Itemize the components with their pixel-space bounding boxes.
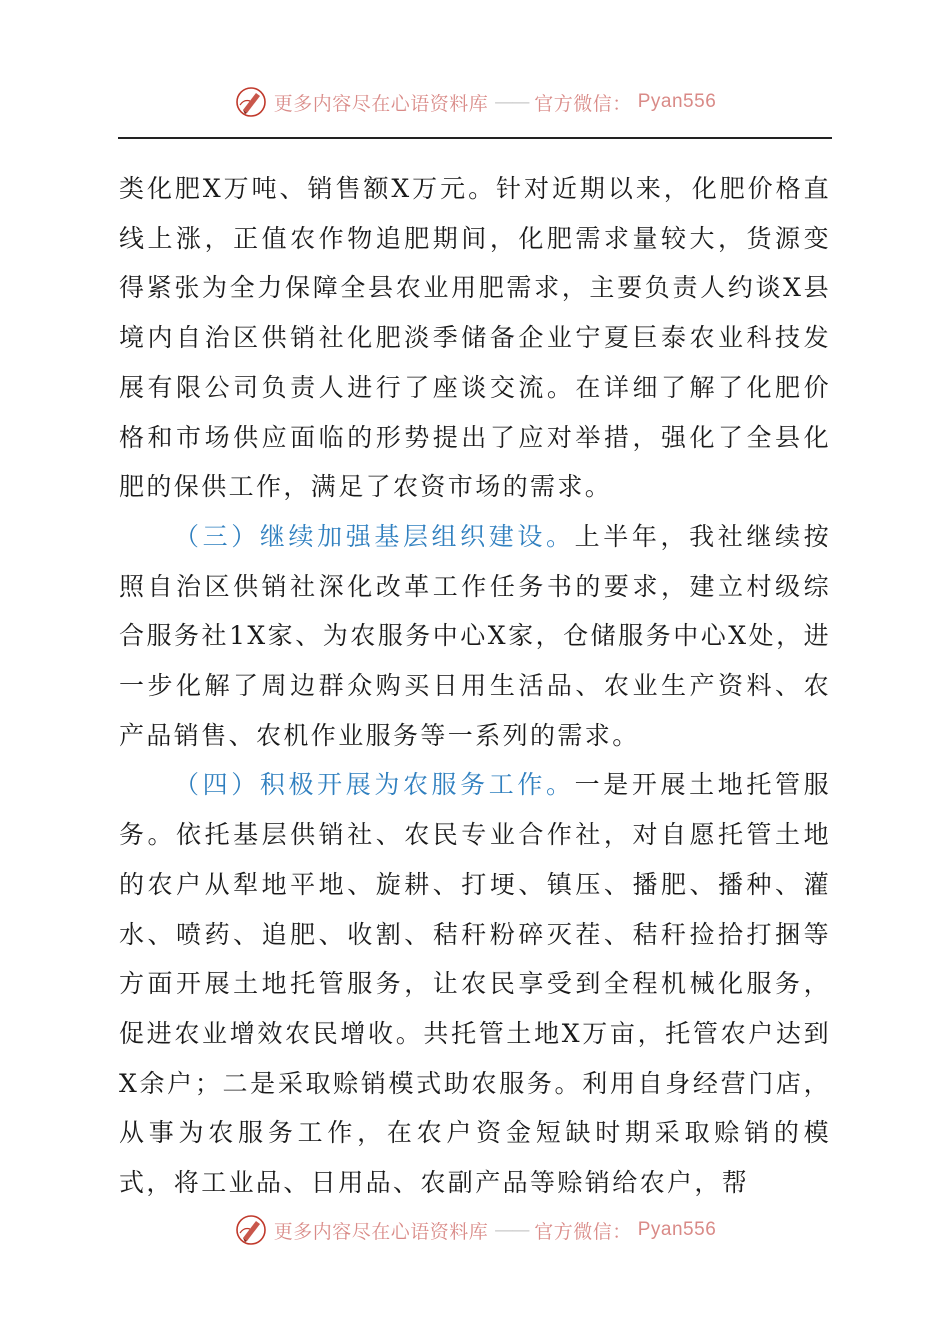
section-heading-4: （四）积极开展为农服务工作。 xyxy=(174,770,575,800)
banner-wechat-label: 官方微信： xyxy=(534,92,632,115)
banner-wechat-id: Pyan556 xyxy=(637,91,717,112)
paragraph-2 xyxy=(119,512,831,761)
paragraph-1-text: 类化肥X万吨、销售额X万元。针对近期以来，化肥价格直线上涨，正值农作物追肥期间，化肥需求量较大，货源变得紧张为全力保障全县农业用肥需求，主要负责人约谈X县境内自治区供销社化肥淡季储备企业宁夏巨泰农业科技发展有限公司负责人进行了座谈交流。在详细了解了化肥价格和市场供应面临的形势提出了应对举措，强化了全县化肥的保供工作，满足了农资市场的需求。 xyxy=(119,174,831,502)
pen-logo-icon xyxy=(234,85,268,119)
banner-wechat-id: Pyan556 xyxy=(637,1219,717,1240)
paragraph-3-text: 一是开展土地托管服务。依托基层供销社、农民专业合作社，对自愿托管土地的农户从犁地平地、旋耕、打埂、镇压、播肥、播种、灌水、喷药、追肥、收割、秸秆粉碎灭茬、秸秆捡拾打捆等方面开展土地托管服务，让农民享受到全程机械化服务，促进农业增效农民增收。共托管土地X万亩，托管农户达到X余户；二是采取赊销模式助农服务。利用自身经营门店，从事为农服务工作，在农户资金短缺时期采取赊销的模式，将工业品、日用品、农副产品等赊销给农户，帮 xyxy=(119,770,831,1198)
footer-banner xyxy=(0,1208,950,1252)
section-heading-3: （三）继续加强基层组织建设。 xyxy=(174,521,575,551)
paragraph-2-text: 上半年，我社继续按照自治区供销社深化改革工作任务书的要求，建立村级综合服务社1X家、为农服务中心X家，仓储服务中心X处，进一步化解了周边群众购买日用生活品、农业生产资料、农产品销售、农机作业服务等一系列的需求。 xyxy=(119,521,831,750)
header-rule xyxy=(118,137,832,139)
header-banner xyxy=(0,80,950,124)
paragraph-1 xyxy=(119,164,831,512)
banner-separator: —— xyxy=(494,1219,529,1241)
document-body xyxy=(119,164,831,1208)
banner-text: 更多内容尽在心语资料库 xyxy=(273,1220,489,1243)
banner-wechat-label: 官方微信： xyxy=(534,1220,632,1243)
banner-separator: —— xyxy=(494,91,529,113)
paragraph-3 xyxy=(119,760,831,1207)
pen-logo-icon xyxy=(234,1213,268,1247)
banner-text: 更多内容尽在心语资料库 xyxy=(273,92,489,115)
